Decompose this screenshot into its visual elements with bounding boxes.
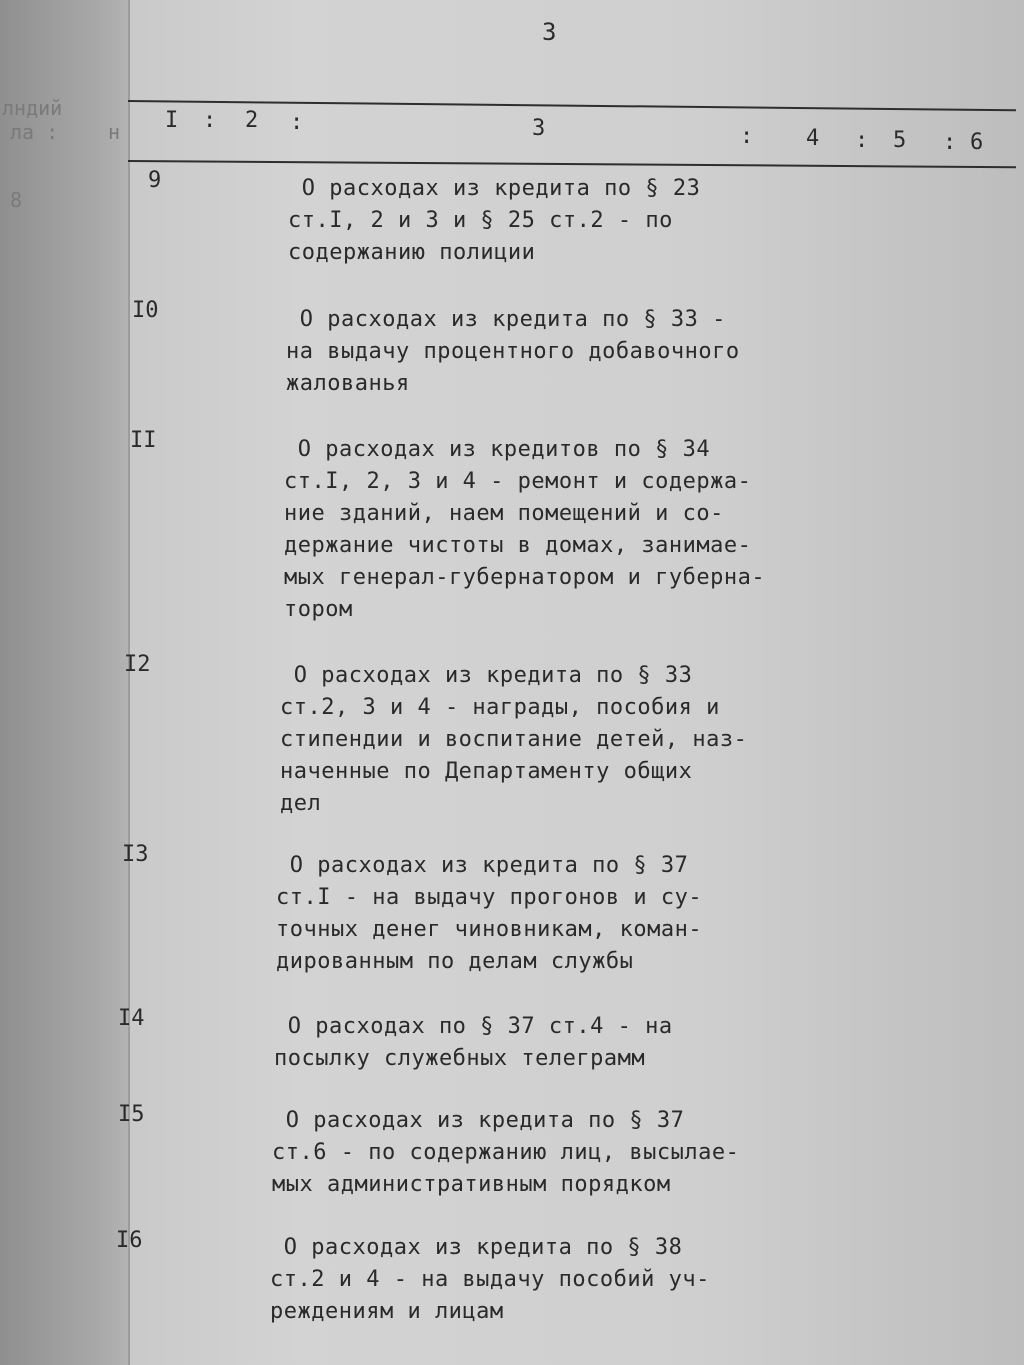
column-header: 6 xyxy=(970,130,986,155)
entry-text xyxy=(280,660,747,820)
entry-line: ст.2, 3 и 4 - награды, пособия и xyxy=(280,695,720,720)
entry-line: О расходах из кредита по § 38 xyxy=(270,1235,683,1260)
column-separator: : xyxy=(740,124,756,149)
entry-line: стипендии и воспитание детей, наз- xyxy=(280,727,748,752)
entry-line: реждениям и лицам xyxy=(270,1299,504,1324)
entry-line: О расходах по § 37 ст.4 - на xyxy=(274,1014,673,1039)
entry-line: ст.I, 2 и 3 и § 25 ст.2 - по xyxy=(288,208,673,233)
entry-text xyxy=(284,434,765,626)
edge-fragment: лндий xyxy=(2,96,63,120)
entry-line: О расходах из кредита по § 33 - xyxy=(286,307,726,332)
entry-line: О расходах из кредитов по § 34 xyxy=(284,437,711,462)
entry-line: держание чистоты в домах, занимае- xyxy=(284,533,752,558)
entry-text xyxy=(272,1105,739,1201)
entry-line: наченные по Департаменту общих xyxy=(280,759,693,784)
entry-number: I5 xyxy=(118,1102,145,1127)
entry-line: посылку служебных телеграмм xyxy=(274,1046,646,1071)
entry-number: I6 xyxy=(116,1228,143,1253)
entry-number: I0 xyxy=(132,298,159,323)
entry-line: ст.I, 2, 3 и 4 - ремонт и содержа- xyxy=(284,469,752,494)
entry-line: мых генерал-губернатором и губерна- xyxy=(284,565,766,590)
column-header: 2 xyxy=(245,108,261,133)
entry-number: 9 xyxy=(148,168,162,193)
entry-line: О расходах из кредита по § 37 xyxy=(276,853,689,878)
entry-number: I4 xyxy=(118,1006,145,1031)
header-rule-bottom xyxy=(128,160,1016,168)
entry-text xyxy=(276,850,702,978)
edge-fragment: 8 xyxy=(10,188,23,212)
column-header: I xyxy=(165,108,181,133)
entry-line: тором xyxy=(284,597,353,622)
column-header: 4 xyxy=(806,126,822,151)
column-separator: : xyxy=(290,110,306,135)
header-rule-top xyxy=(128,100,1016,111)
entry-line: дированным по делам службы xyxy=(276,949,634,974)
entry-line: на выдачу процентного добавочного xyxy=(286,339,740,364)
entry-text xyxy=(288,173,700,269)
edge-fragment: н xyxy=(108,120,121,144)
entry-text xyxy=(274,1011,673,1075)
entry-line: дел xyxy=(280,791,322,816)
page-number: 3 xyxy=(542,18,557,46)
entry-number: I3 xyxy=(122,842,149,867)
entry-line: О расходах из кредита по § 23 xyxy=(288,176,701,201)
column-header: 3 xyxy=(532,116,548,141)
entry-line: жалованья xyxy=(286,371,410,396)
entry-line: точных денег чиновникам, коман- xyxy=(276,917,703,942)
entry-line: О расходах из кредита по § 37 xyxy=(272,1108,685,1133)
column-separator: : xyxy=(855,128,871,153)
entry-line: ние зданий, наем помещений и со- xyxy=(284,501,724,526)
entry-text xyxy=(286,304,740,400)
entry-line: ст.6 - по содержанию лиц, высылае- xyxy=(272,1140,740,1165)
edge-fragment: ла : xyxy=(10,120,59,144)
entry-line: ст.2 и 4 - на выдачу пособий уч- xyxy=(270,1267,710,1292)
previous-page-edge xyxy=(0,0,130,1365)
entry-line: мых административным порядком xyxy=(272,1172,671,1197)
entry-number: I2 xyxy=(124,652,151,677)
column-header: 5 xyxy=(893,128,909,153)
entry-line: ст.I - на выдачу прогонов и су- xyxy=(276,885,703,910)
entry-line: О расходах из кредита по § 33 xyxy=(280,663,693,688)
column-separator: : xyxy=(203,108,219,133)
entry-line: содержанию полиции xyxy=(288,240,536,265)
entry-text xyxy=(270,1232,710,1328)
column-separator: : xyxy=(943,130,959,155)
entry-number: II xyxy=(130,428,157,453)
